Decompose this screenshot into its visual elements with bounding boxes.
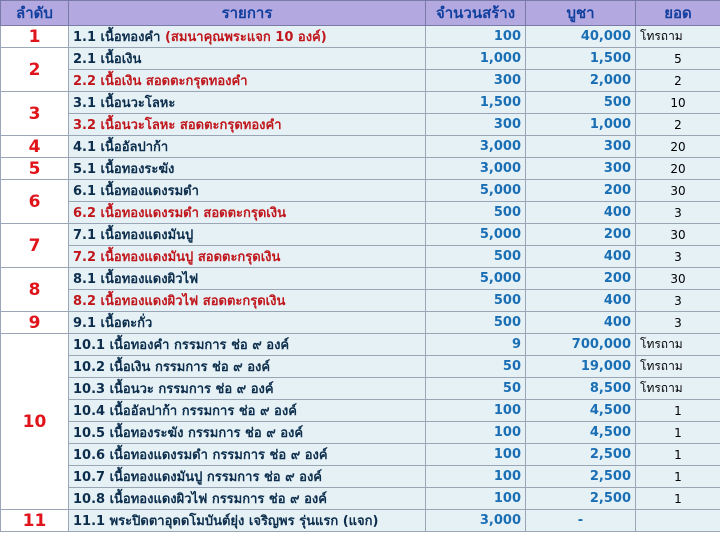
table-row <box>1 180 720 202</box>
row-number: 10 <box>1 334 69 510</box>
row-number: 1 <box>1 26 69 48</box>
qty-cell: 500 <box>426 246 526 268</box>
item-name: 10.3 เนื้อนวะ กรรมการ ช่อ ๙ องค์ <box>69 378 426 400</box>
price-cell: 300 <box>526 136 636 158</box>
item-name: 9.1 เนื้อตะกั่ว <box>69 312 426 334</box>
balance-cell: 3 <box>636 312 720 334</box>
price-cell: 400 <box>526 312 636 334</box>
item-label: 1.1 เนื้อทองคำ <box>73 30 165 45</box>
header-balance: ยอด <box>636 1 720 26</box>
table-row <box>1 224 720 246</box>
table-row <box>1 422 720 444</box>
item-name <box>69 26 426 48</box>
price-cell: 4,500 <box>526 400 636 422</box>
balance-cell: 30 <box>636 180 720 202</box>
table-row <box>1 444 720 466</box>
item-name: 6.1 เนื้อทองแดงรมดำ <box>69 180 426 202</box>
qty-cell: 5,000 <box>426 180 526 202</box>
qty-cell: 300 <box>426 70 526 92</box>
balance-cell: 1 <box>636 400 720 422</box>
item-name: 7.2 เนื้อทองแดงมันปู สอดตะกรุดเงิน <box>69 246 426 268</box>
item-name: 10.1 เนื้อทองคำ กรรมการ ช่อ ๙ องค์ <box>69 334 426 356</box>
table-row <box>1 466 720 488</box>
price-cell: 4,500 <box>526 422 636 444</box>
qty-cell: 3,000 <box>426 158 526 180</box>
item-name: 5.1 เนื้อทองระฆัง <box>69 158 426 180</box>
item-name: 10.4 เนื้ออัลปาก้า กรรมการ ช่อ ๙ องค์ <box>69 400 426 422</box>
qty-cell: 100 <box>426 444 526 466</box>
table-row <box>1 400 720 422</box>
balance-cell: โทรถาม <box>636 378 720 400</box>
price-cell: 2,000 <box>526 70 636 92</box>
balance-cell: 2 <box>636 114 720 136</box>
item-name: 10.7 เนื้อทองแดงมันปู กรรมการ ช่อ ๙ องค์ <box>69 466 426 488</box>
qty-cell: 100 <box>426 488 526 510</box>
qty-cell: 300 <box>426 114 526 136</box>
price-cell: 300 <box>526 158 636 180</box>
balance-cell: 2 <box>636 70 720 92</box>
qty-cell: 500 <box>426 312 526 334</box>
item-name: 10.5 เนื้อทองระฆัง กรรมการ ช่อ ๙ องค์ <box>69 422 426 444</box>
item-name: 7.1 เนื้อทองแดงมันปู <box>69 224 426 246</box>
table-row <box>1 92 720 114</box>
qty-cell: 3,000 <box>426 510 526 532</box>
item-name: 10.8 เนื้อทองแดงผิวไฟ กรรมการ ช่อ ๙ องค์ <box>69 488 426 510</box>
header-item: รายการ <box>69 1 426 26</box>
balance-cell: 10 <box>636 92 720 114</box>
balance-cell <box>636 510 720 532</box>
qty-cell: 1,500 <box>426 92 526 114</box>
item-name: 6.2 เนื้อทองแดงรมดำ สอดตะกรุดเงิน <box>69 202 426 224</box>
row-number: 9 <box>1 312 69 334</box>
qty-cell: 50 <box>426 356 526 378</box>
qty-cell: 100 <box>426 466 526 488</box>
table-row <box>1 312 720 334</box>
price-cell: - <box>526 510 636 532</box>
header-price: บูชา <box>526 1 636 26</box>
table-row <box>1 334 720 356</box>
table-row <box>1 290 720 312</box>
row-number: 11 <box>1 510 69 532</box>
header-row <box>1 1 720 26</box>
qty-cell: 100 <box>426 26 526 48</box>
row-number: 7 <box>1 224 69 268</box>
item-name: 3.2 เนื้อนวะโลหะ สอดตะกรุดทองคำ <box>69 114 426 136</box>
item-name: 10.6 เนื้อทองแดงรมดำ กรรมการ ช่อ ๙ องค์ <box>69 444 426 466</box>
balance-cell: 1 <box>636 422 720 444</box>
price-cell: 400 <box>526 202 636 224</box>
table-row <box>1 202 720 224</box>
item-name: 8.2 เนื้อทองแดงผิวไฟ สอดตะกรุดเงิน <box>69 290 426 312</box>
price-cell: 8,500 <box>526 378 636 400</box>
table-row <box>1 70 720 92</box>
qty-cell: 3,000 <box>426 136 526 158</box>
item-name: 2.2 เนื้อเงิน สอดตะกรุดทองคำ <box>69 70 426 92</box>
price-cell: 40,000 <box>526 26 636 48</box>
qty-cell: 9 <box>426 334 526 356</box>
balance-cell: 3 <box>636 290 720 312</box>
balance-cell: 5 <box>636 48 720 70</box>
qty-cell: 500 <box>426 202 526 224</box>
qty-cell: 100 <box>426 422 526 444</box>
item-note: (สมนาคุณพระแจก 10 องค์) <box>164 30 327 45</box>
qty-cell: 1,000 <box>426 48 526 70</box>
price-cell: 1,500 <box>526 48 636 70</box>
table-row <box>1 136 720 158</box>
balance-cell: 20 <box>636 158 720 180</box>
qty-cell: 50 <box>426 378 526 400</box>
price-cell: 700,000 <box>526 334 636 356</box>
balance-cell: โทรถาม <box>636 334 720 356</box>
balance-cell: 30 <box>636 268 720 290</box>
item-name: 11.1 พระปิดตาอุดดโมบันต์ยุ่ง เจริญพร รุ่นแรก (แจก) <box>69 510 426 532</box>
item-name: 2.1 เนื้อเงิน <box>69 48 426 70</box>
table-row <box>1 268 720 290</box>
balance-cell: 3 <box>636 246 720 268</box>
row-number: 3 <box>1 92 69 136</box>
price-cell: 400 <box>526 246 636 268</box>
price-cell: 500 <box>526 92 636 114</box>
table-row <box>1 158 720 180</box>
balance-cell: 1 <box>636 488 720 510</box>
price-cell: 200 <box>526 180 636 202</box>
price-cell: 200 <box>526 224 636 246</box>
price-cell: 2,500 <box>526 488 636 510</box>
row-number: 5 <box>1 158 69 180</box>
balance-cell: โทรถาม <box>636 356 720 378</box>
balance-cell: 20 <box>636 136 720 158</box>
balance-cell: โทรถาม <box>636 26 720 48</box>
item-name: 10.2 เนื้อเงิน กรรมการ ช่อ ๙ องค์ <box>69 356 426 378</box>
table-row <box>1 488 720 510</box>
item-name: 8.1 เนื้อทองแดงผิวไฟ <box>69 268 426 290</box>
balance-cell: 1 <box>636 444 720 466</box>
table-row <box>1 26 720 48</box>
balance-cell: 30 <box>636 224 720 246</box>
price-cell: 2,500 <box>526 444 636 466</box>
qty-cell: 5,000 <box>426 224 526 246</box>
qty-cell: 500 <box>426 290 526 312</box>
row-number: 4 <box>1 136 69 158</box>
item-name: 3.1 เนื้อนวะโลหะ <box>69 92 426 114</box>
table-row <box>1 48 720 70</box>
price-cell: 2,500 <box>526 466 636 488</box>
table-row <box>1 378 720 400</box>
price-cell: 400 <box>526 290 636 312</box>
row-number: 2 <box>1 48 69 92</box>
table-row <box>1 114 720 136</box>
table-row <box>1 246 720 268</box>
balance-cell: 1 <box>636 466 720 488</box>
qty-cell: 100 <box>426 400 526 422</box>
header-no: ลำดับ <box>1 1 69 26</box>
price-cell: 200 <box>526 268 636 290</box>
price-cell: 1,000 <box>526 114 636 136</box>
table-row <box>1 510 720 532</box>
header-qty: จำนวนสร้าง <box>426 1 526 26</box>
qty-cell: 5,000 <box>426 268 526 290</box>
balance-cell: 3 <box>636 202 720 224</box>
price-cell: 19,000 <box>526 356 636 378</box>
row-number: 8 <box>1 268 69 312</box>
table-row <box>1 356 720 378</box>
row-number: 6 <box>1 180 69 224</box>
item-name: 4.1 เนื้ออัลปาก้า <box>69 136 426 158</box>
